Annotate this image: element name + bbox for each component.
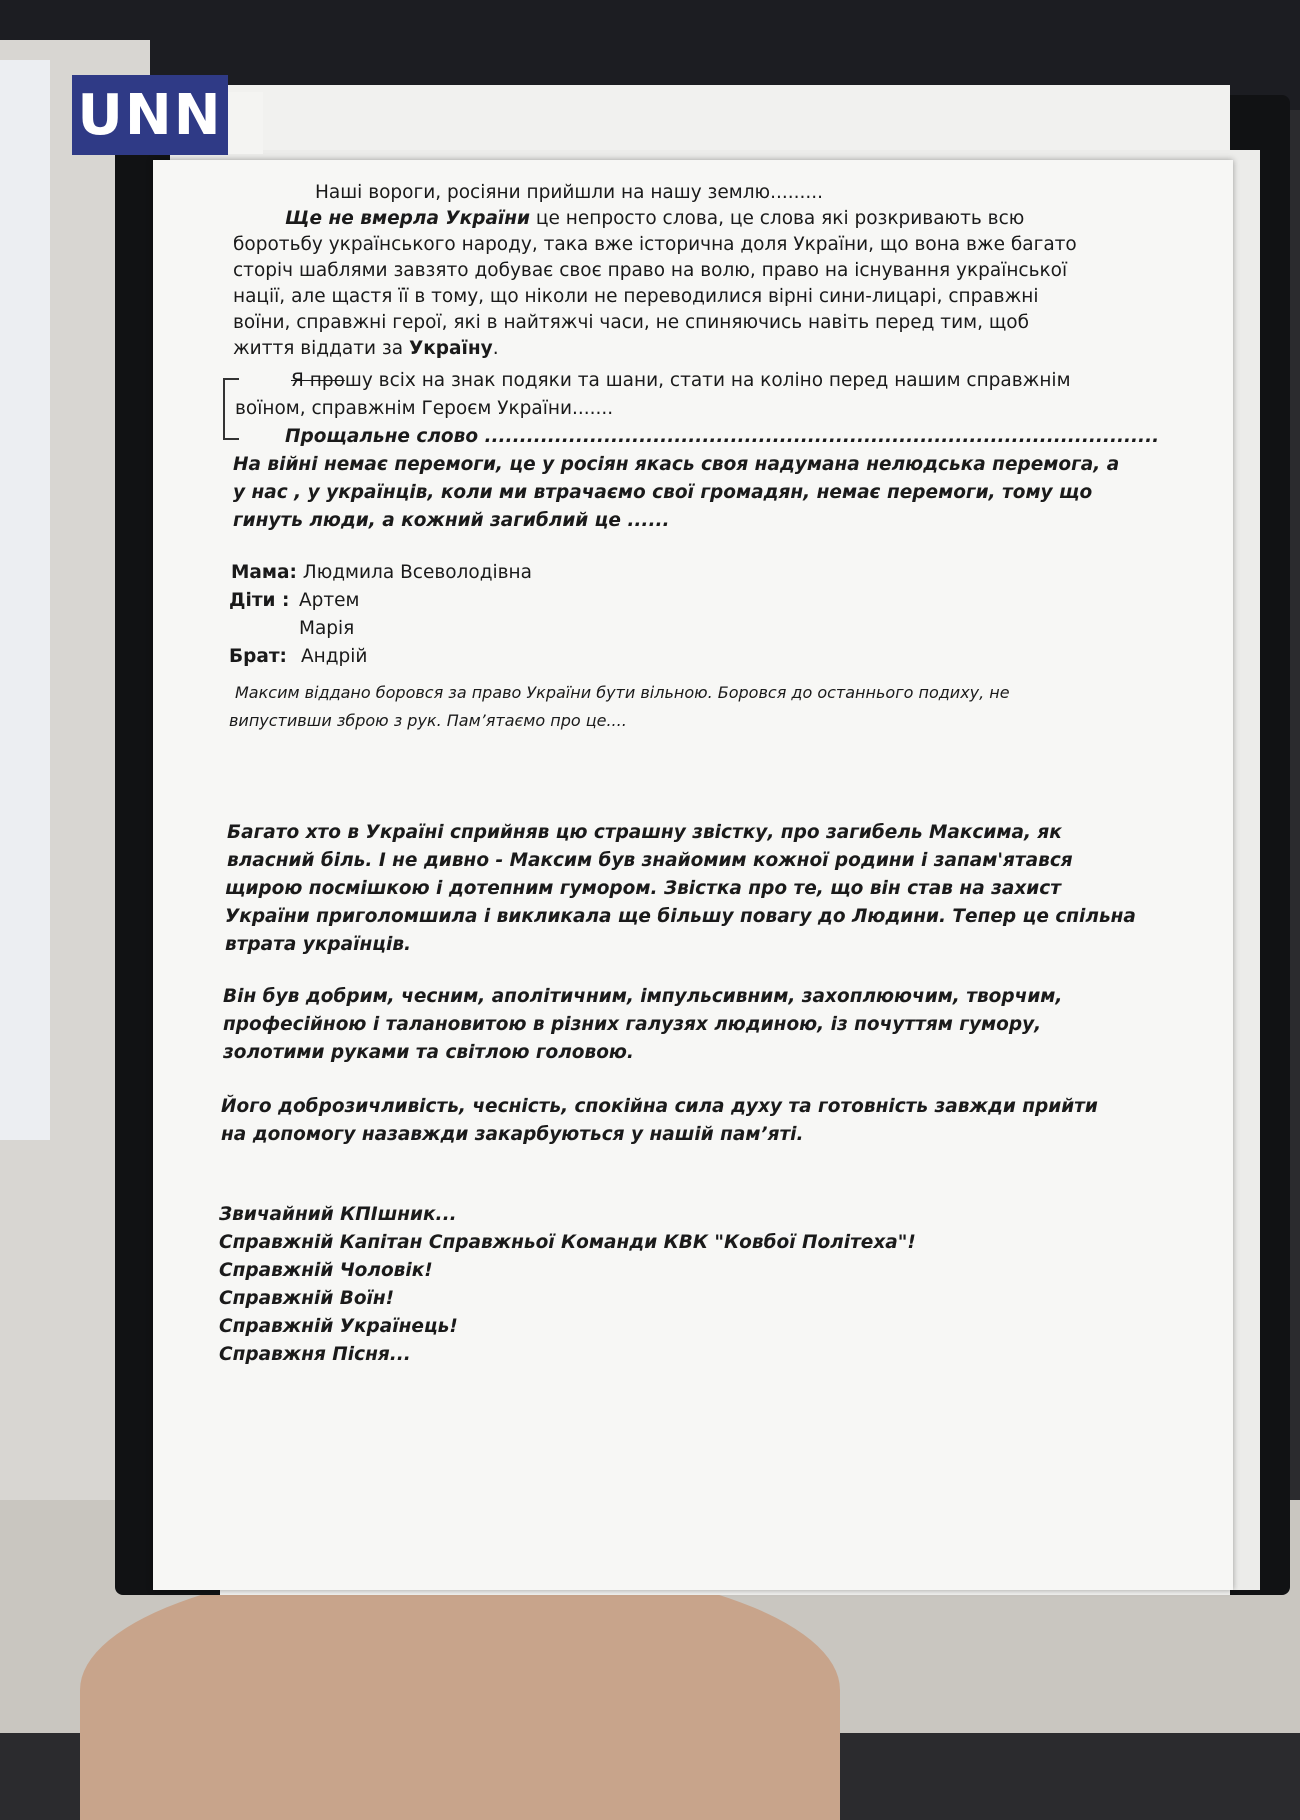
mother-label: Мама:	[231, 562, 297, 583]
brother-name: Андрій	[301, 646, 368, 667]
children-label: Діти :	[229, 590, 290, 611]
family-mother	[231, 562, 532, 584]
request-line-1-rest: шу всіх на знак подяки та шани, стати на коліно перед нашим справжнім	[344, 370, 1071, 391]
intro-line-7	[233, 338, 499, 360]
para1-line-2: власний біль. І не дивно - Максим був знайомим кожної родини і запам'ятався	[227, 850, 1073, 871]
unn-logo	[72, 75, 228, 155]
para1-line-4: України приголомшила і викликала ще більшу повагу до Людини. Тепер це спільна	[225, 906, 1136, 927]
mother-name: Людмила Всеволодівна	[296, 562, 532, 583]
logo-tab	[228, 92, 263, 154]
holding-hand	[80, 1560, 840, 1820]
para3-line-1: Його доброзичливість, чесність, спокійна сила духу та готовність завжди прийти	[221, 1096, 1098, 1117]
intro-line-6: воїни, справжні герої, які в найтяжчі часи, не спиняючись навіть перед тим, щоб	[233, 312, 1029, 333]
request-line-1	[291, 370, 1071, 392]
intro-anthem-title: Ще не вмерла України	[285, 208, 531, 229]
grid-paper-strip	[0, 60, 50, 1140]
closing-line-2: Справжній Капітан Справжньої Команди КВК "Ковбої Політеха"!	[219, 1232, 916, 1253]
para2-line-1: Він був добрим, чесним, аполітичним, імпульсивним, захоплюючим, творчим,	[223, 986, 1063, 1007]
intro-line-1: Наші вороги, росіяни прийшли на нашу землю.........	[315, 182, 824, 203]
intro-line-7-text: життя віддати за	[233, 338, 409, 359]
closing-line-3: Справжній Чоловік!	[219, 1260, 433, 1281]
closing-line-5: Справжній Українець!	[219, 1316, 458, 1337]
struck-out-text: Я про	[291, 370, 345, 391]
child-1: Артем	[299, 590, 360, 611]
brother-label: Брат:	[229, 646, 287, 667]
intro-line-3: боротьбу українського народу, така вже історична доля України, що вона вже багато	[233, 234, 1077, 255]
farewell-line-1: На війні немає перемоги, це у росіян якась своя надумана нелюдська перемога, а	[233, 454, 1120, 475]
memory-line-1: Максим віддано боровся за право України бути вільною. Боровся до останнього подиху, не	[235, 683, 1010, 702]
unn-logo-text: UNN	[77, 82, 223, 148]
intro-ukraine: Україну	[408, 338, 493, 359]
intro-line-2-rest: це непросто слова, це слова які розкривають всю	[530, 208, 1025, 229]
farewell-title: Прощальне слово ................................................................................................	[285, 426, 1160, 447]
intro-line-5: нації, але щастя її в тому, що ніколи не переводилися вірні сини-лицарі, справжні	[233, 286, 1039, 307]
farewell-line-2: у нас , у українців, коли ми втрачаємо свої громадян, немає перемоги, тому що	[233, 482, 1093, 503]
para1-line-5: втрата українців.	[225, 934, 412, 955]
para3-line-2: на допомогу назавжди закарбуються у нашій пам’яті.	[221, 1124, 804, 1145]
child-2: Марія	[299, 618, 355, 639]
para2-line-3: золотими руками та світлою головою.	[223, 1042, 634, 1063]
request-line-2: воїном, справжнім Героєм України.......	[235, 398, 614, 419]
closing-line-6: Справжня Пісня...	[219, 1344, 411, 1365]
farewell-line-3: гинуть люди, а кожний загиблий це ......	[233, 510, 670, 531]
intro-line-4: сторіч шаблями завзято добуває своє право на волю, право на існування української	[233, 260, 1068, 281]
document-sheet	[153, 160, 1233, 1590]
intro-line-7-end: .	[492, 338, 499, 359]
intro-line-2	[285, 208, 1024, 230]
closing-line-4: Справжній Воїн!	[219, 1288, 395, 1309]
memory-line-2: випустивши зброю з рук. Пам’ятаємо про це....	[229, 711, 627, 730]
closing-line-1: Звичайний КПІшник...	[219, 1204, 457, 1225]
para2-line-2: професійною і талановитою в різних галузях людиною, із почуттям гумору,	[223, 1014, 1042, 1035]
para1-line-1: Багато хто в Україні сприйняв цю страшну звістку, про загибель Максима, як	[227, 822, 1062, 843]
para1-line-3: щирою посмішкою і дотепним гумором. Звістка про те, що він став на захист	[225, 878, 1061, 899]
